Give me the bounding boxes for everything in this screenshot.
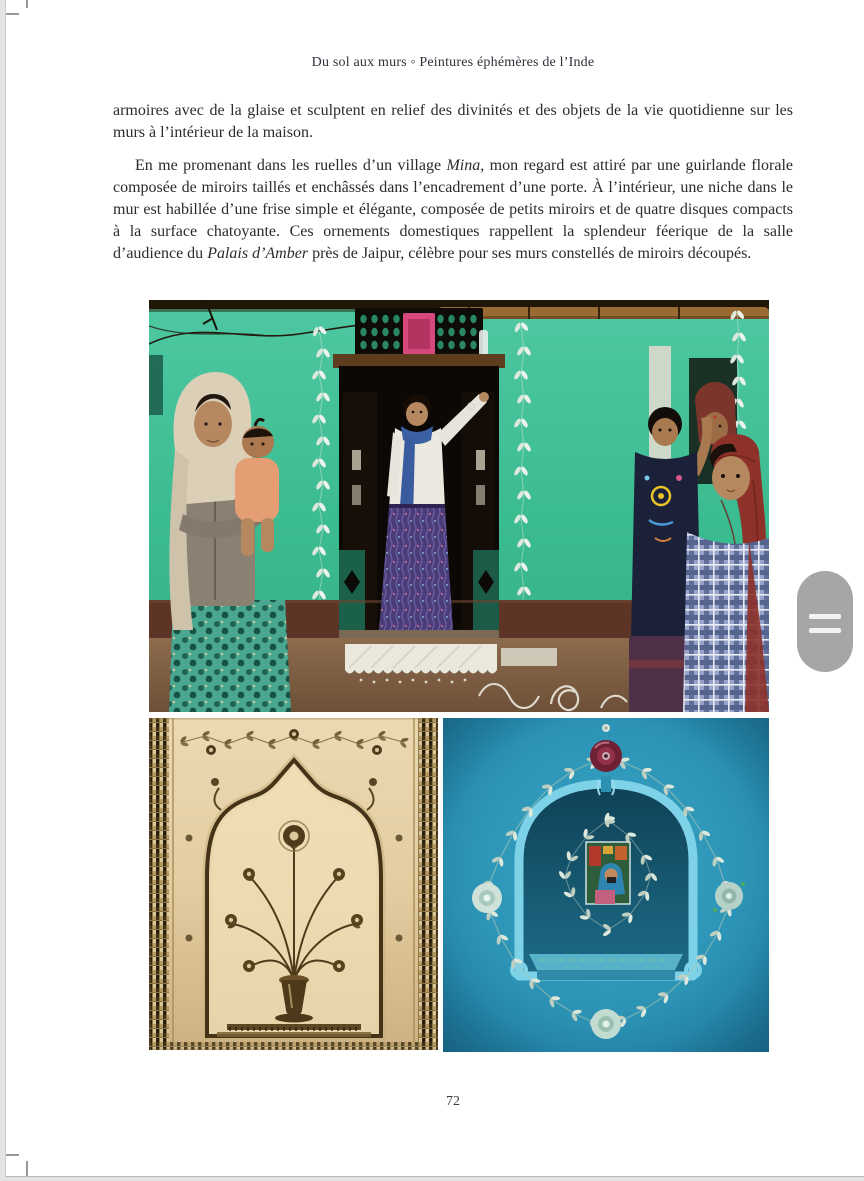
photo-amber-mirror-niche [149,718,438,1050]
carved-lattice-panel [355,308,483,358]
page-number: 72 [446,1094,460,1109]
handle-line [809,614,841,619]
photo-village-house [149,300,769,712]
running-header: Du sol aux murs ◦ Peintures éphémères de l’Inde [311,55,595,70]
page-scroll-handle[interactable] [797,571,853,672]
book-page [5,0,864,1177]
crop-mark-top-left-vertical [26,0,28,8]
crop-mark-top-left-horizontal [6,13,19,15]
crop-mark-bottom-left-horizontal [6,1154,19,1156]
photo-blue-niche-cds [443,718,769,1052]
body-text [113,100,793,276]
mirror-mosaic-column [418,718,438,1050]
mirror-mosaic-column [149,718,169,1050]
handle-line [809,628,841,633]
crop-mark-bottom-left-vertical [26,1161,28,1176]
paragraph: En me promenant dans les ruelles d’un village Mina, mon regard est attiré par une guirlande florale composée de miroirs taillés et enchâssés dans l’encadrement d’une porte. À l’intérieur, une niche dans le mur est habillée d’une frise simple et élégante, composée de petits miroirs et de quatre disques compacts à la surface chatoyante. Ces ornements domestiques rappellent la splendeur féerique de la salle d’audience du Palais d’Amber près de Jaipur, célèbre pour ses murs constellés de miroirs découpés. [113,157,793,262]
paragraph: armoires avec de la glaise et sculptent en relief des divinités et des objets de la vie quotidienne sur les murs à l’intérieur de la maison. [113,102,793,141]
